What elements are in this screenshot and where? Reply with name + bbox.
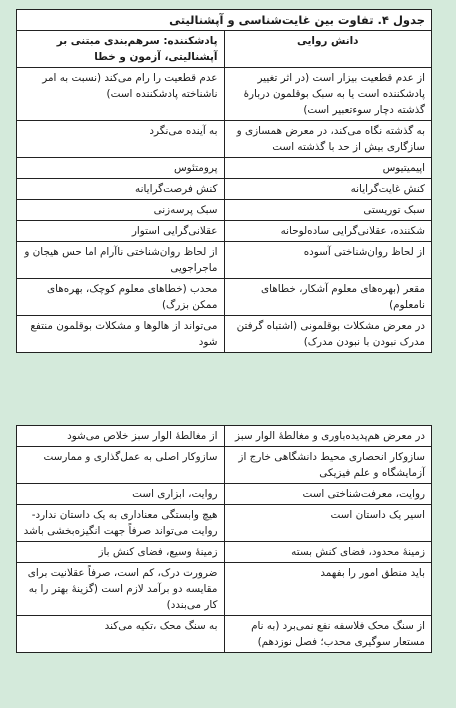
table-cell: در معرض هم‌پدیده‌باوری و مغالطهٔ الوار سبز <box>224 426 432 447</box>
table-cell: به سنگ محک ،تکیه می‌کند <box>17 616 225 653</box>
table-cell: به گذشته نگاه می‌کند، در معرض همسازی و سازگاری بیش از حد با گذشته است <box>224 121 432 158</box>
table-cell: کنش غایت‌گرایانه <box>224 179 432 200</box>
table-row <box>17 484 432 505</box>
comparison-table-top <box>16 9 432 353</box>
header-narrative-knowledge: دانش روایی <box>224 31 432 68</box>
table-row <box>17 316 432 353</box>
table-cell: زمینهٔ محدود، فضای کنش بسته <box>224 542 432 563</box>
table-row <box>17 505 432 542</box>
table-cell: در معرض مشکلات بوقلمونی (اشتباه گرفتن مدرک نبودن با نبودن مدرک) <box>224 316 432 353</box>
table-cell: از لحاظ روان‌شناختی آسوده <box>224 242 432 279</box>
table-row <box>17 179 432 200</box>
table-cell: محدب (خطاهای معلوم کوچک، بهره‌های ممکن بزرگ) <box>17 279 225 316</box>
table-cell: از لحاظ روان‌شناختی ناآرام اما حس هیجان و ماجراجویی <box>17 242 225 279</box>
table-cell: سازوکار انحصاری محیط دانشگاهی خارج از آزمایشگاه و علم فیزیکی <box>224 447 432 484</box>
table-row <box>17 563 432 616</box>
table-cell: هیچ وابستگی معناداری به یک داستان ندارد- روایت می‌تواند صرفاً جهت انگیزه‌بخشی باشد <box>17 505 225 542</box>
table-row <box>17 616 432 653</box>
table-row <box>17 221 432 242</box>
table-row <box>17 68 432 121</box>
table-cell: کنش فرصت‌گرایانه <box>17 179 225 200</box>
table-cell: به آینده می‌نگرد <box>17 121 225 158</box>
table-row <box>17 542 432 563</box>
header-antifragile: پادشکننده: سرهم‌بندی مبتنی بر آپشنالیتی، آزمون و خطا <box>17 31 225 68</box>
table-cell: از سنگ محک فلاسفه نفع نمی‌برد (به نام مستعار سوگیری محدب؛ فصل نوزدهم) <box>224 616 432 653</box>
table-cell: پرومتئوس <box>17 158 225 179</box>
table-row <box>17 426 432 447</box>
table-cell: روایت، معرفت‌شناختی است <box>224 484 432 505</box>
table-row <box>17 447 432 484</box>
table-row <box>17 200 432 221</box>
table-cell: اپیمیتیوس <box>224 158 432 179</box>
table-cell: سازوکار اصلی به عمل‌گذاری و ممارست <box>17 447 225 484</box>
table-cell: سبک پرسه‌زنی <box>17 200 225 221</box>
table-cell: می‌تواند از هالوها و مشکلات بوقلمون منتفع شود <box>17 316 225 353</box>
table-cell: ضرورت درک، کم است، صرفاً عقلانیت برای مقایسه دو برآمد لازم است (گزینهٔ بهتر را به کار می‌بندد) <box>17 563 225 616</box>
table-cell: باید منطق امور را بفهمد <box>224 563 432 616</box>
table-cell: اسیر یک داستان است <box>224 505 432 542</box>
comparison-table-bottom <box>16 425 432 653</box>
table-cell: از مغالطهٔ الوار سبز خلاص می‌شود <box>17 426 225 447</box>
table-cell: از عدم قطعیت بیزار است (در اثر تغییر پادشکننده است یا به سبک بوقلمون دربارهٔ گذشته دچار سوءتعبیر است) <box>224 68 432 121</box>
table-row <box>17 279 432 316</box>
table-caption: جدول ۴. تفاوت بین غایت‌شناسی و آپشنالیتی <box>17 10 432 31</box>
table-row <box>17 121 432 158</box>
table-cell: مقعر (بهره‌های معلوم آشکار، خطاهای نامعلوم) <box>224 279 432 316</box>
table-cell: عقلانی‌گرایی استوار <box>17 221 225 242</box>
table-header-row <box>17 31 432 68</box>
table-cell: عدم قطعیت را رام می‌کند (نسبت به امر ناشناخته پادشکننده است) <box>17 68 225 121</box>
table-row <box>17 242 432 279</box>
table-cell: سبک توریستی <box>224 200 432 221</box>
table-row <box>17 158 432 179</box>
table-caption-row <box>17 10 432 31</box>
table-cell: روایت، ابزاری است <box>17 484 225 505</box>
table-cell: شکننده، عقلانی‌گرایی ساده‌لوحانه <box>224 221 432 242</box>
table-cell: زمینهٔ وسیع، فضای کنش باز <box>17 542 225 563</box>
